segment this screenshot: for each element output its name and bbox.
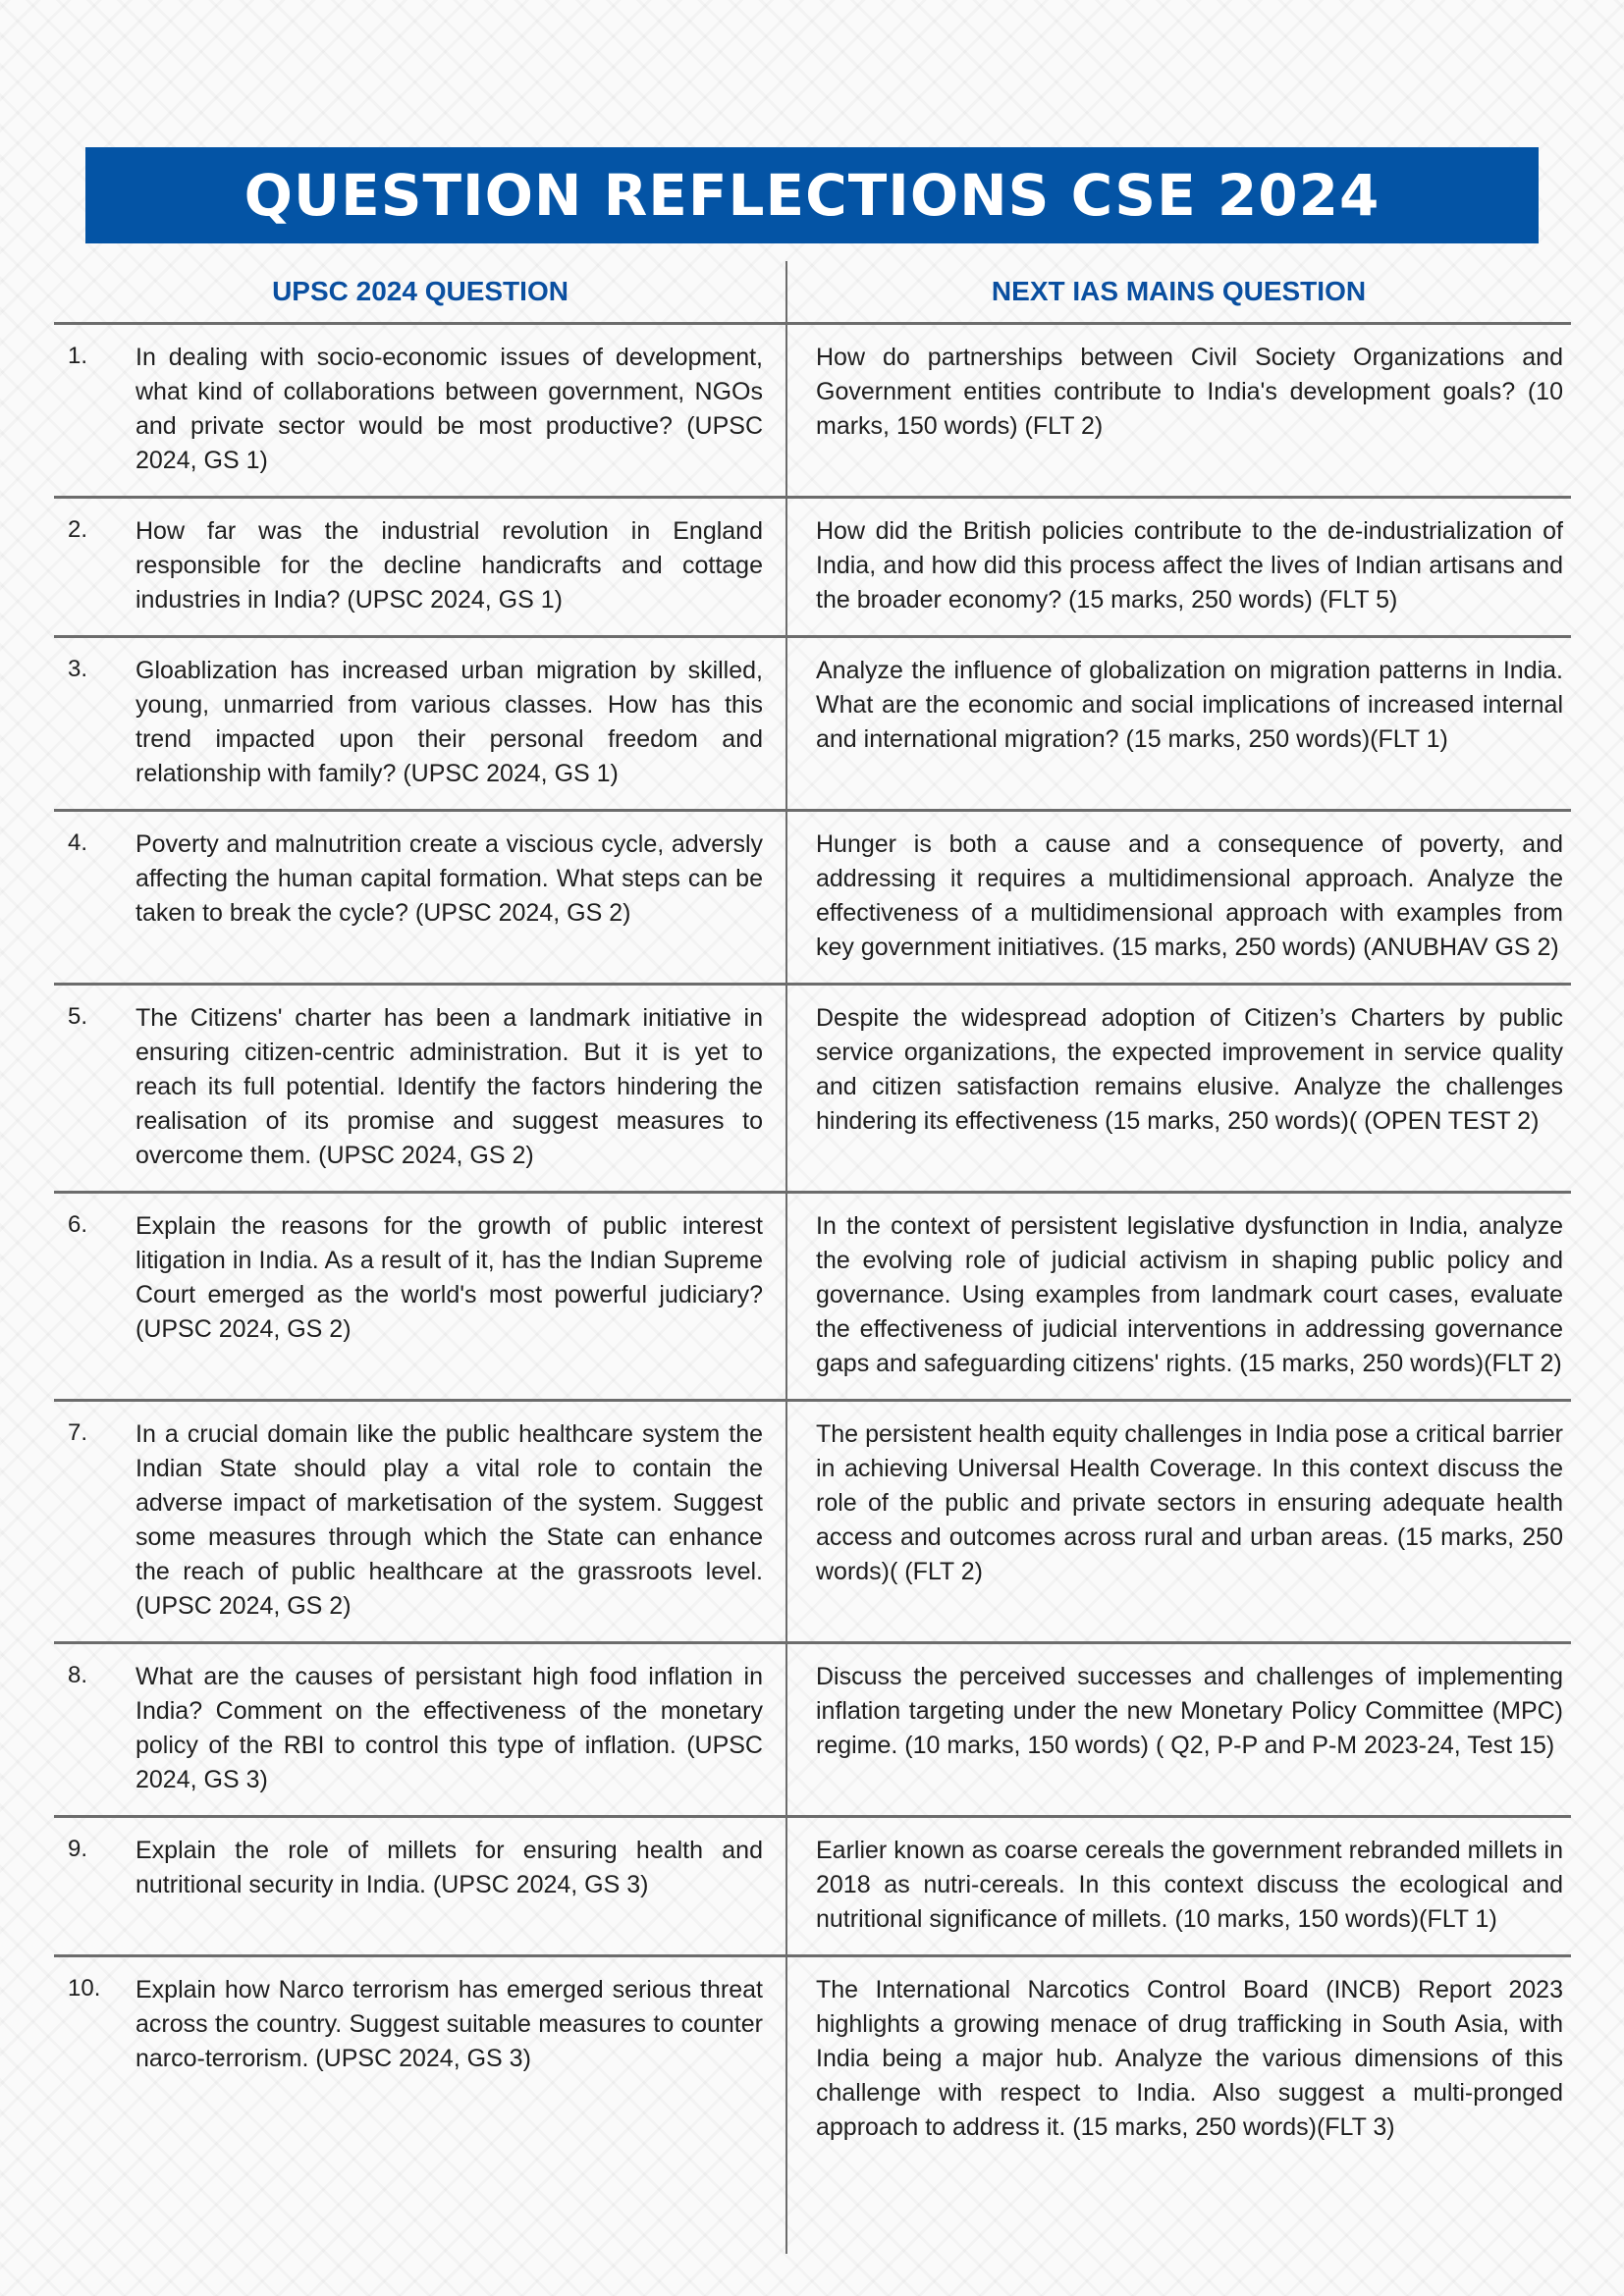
row-number: 4.	[68, 829, 88, 856]
row-number: 1.	[68, 343, 88, 369]
upsc-question: Explain how Narco terrorism has emerged serious threat across the country. Suggest suitable measures to counter narco-terrorism. (UPSC 2024, GS 3)	[135, 1976, 763, 2072]
upsc-question: The Citizens' charter has been a landmark initiative in ensuring citizen-centric administration. But it is yet to reach its full potential. Identify the factors hindering the realisation of its promise and suggest measures to overcome them. (UPSC 2024, GS 2)	[135, 1004, 763, 1169]
upsc-question: In a crucial domain like the public healthcare system the Indian State should play a vital role to contain the adverse impact of marketisation of the system. Suggest some measures through which the State can enhance the reach of public healthcare at the grassroots level. (UPSC 2024, GS 2)	[135, 1420, 763, 1620]
nextias-question: Despite the widespread adoption of Citizen’s Charters by public service organizations, the expected improvement in service quality and citizen satisfaction remains elusive. Analyze the challenges hindering its effectiveness (15 marks, 250 words)( (OPEN TEST 2)	[816, 1004, 1563, 1135]
column-header-nextias: NEXT IAS MAINS QUESTION	[991, 276, 1367, 306]
upsc-question: Explain the role of millets for ensuring health and nutritional security in India. (UPSC 2024, GS 3)	[135, 1837, 763, 1898]
page-title: QUESTION REFLECTIONS CSE 2024	[244, 162, 1380, 229]
upsc-question: What are the causes of persistant high food inflation in India? Comment on the effectiveness of the monetary policy of the RBI to control this type of inflation. (UPSC 2024, GS 3)	[135, 1663, 763, 1793]
table-header	[54, 261, 1571, 325]
row-number: 10.	[68, 1975, 101, 2002]
table-row	[54, 1957, 1571, 2163]
table-body	[54, 325, 1571, 2163]
row-number: 8.	[68, 1662, 88, 1688]
table-row	[54, 1402, 1571, 1644]
nextias-question: In the context of persistent legislative dysfunction in India, analyze the evolving role of judicial activism in shaping public policy and governance. Using examples from landmark court cases, evaluate the effectiveness of judicial interventions in addressing governance gaps and safeguarding citizens' rights. (15 marks, 250 words)(FLT 2)	[816, 1212, 1563, 1377]
row-number: 7.	[68, 1419, 88, 1446]
nextias-question: The persistent health equity challenges in India pose a critical barrier in achieving Universal Health Coverage. In this context discuss the role of the public and private sectors in ensuring adequate health access and outcomes across rural and urban areas. (15 marks, 250 words)( (FLT 2)	[816, 1420, 1563, 1585]
table-row	[54, 499, 1571, 638]
table-row	[54, 1818, 1571, 1957]
table-row	[54, 638, 1571, 812]
column-header-upsc: UPSC 2024 QUESTION	[272, 276, 568, 306]
table-row	[54, 1194, 1571, 1402]
table-row	[54, 986, 1571, 1194]
upsc-question: Poverty and malnutrition create a viscious cycle, adversly affecting the human capital formation. What steps can be taken to break the cycle? (UPSC 2024, GS 2)	[135, 830, 763, 927]
nextias-question: Earlier known as coarse cereals the government rebranded millets in 2018 as nutri-cereals. In this context discuss the ecological and nutritional significance of millets. (10 marks, 150 words)(FLT 1)	[816, 1837, 1563, 1933]
row-number: 6.	[68, 1211, 88, 1238]
nextias-question: Discuss the perceived successes and challenges of implementing inflation targeting under the new Monetary Policy Committee (MPC) regime. (10 marks, 150 words) ( Q2, P-P and P-M 2023-24, Test 15)	[816, 1663, 1563, 1759]
upsc-question: How far was the industrial revolution in England responsible for the decline handicrafts and cottage industries in India? (UPSC 2024, GS 1)	[135, 517, 763, 614]
title-banner	[85, 147, 1539, 243]
upsc-question: Explain the reasons for the growth of public interest litigation in India. As a result of it, has the Indian Supreme Court emerged as the world's most powerful judiciary? (UPSC 2024, GS 2)	[135, 1212, 763, 1343]
upsc-question: In dealing with socio-economic issues of development, what kind of collaborations between government, NGOs and private sector would be most productive? (UPSC 2024, GS 1)	[135, 344, 763, 474]
table-row	[54, 812, 1571, 986]
row-number: 9.	[68, 1836, 88, 1862]
nextias-question: How do partnerships between Civil Society Organizations and Government entities contribute to India's development goals? (10 marks, 150 words) (FLT 2)	[816, 344, 1563, 440]
nextias-question: Analyze the influence of globalization on migration patterns in India. What are the economic and social implications of increased internal and international migration? (15 marks, 250 words)(FLT 1)	[816, 657, 1563, 753]
upsc-question: Gloablization has increased urban migration by skilled, young, unmarried from various classes. How has this trend impacted upon their personal freedom and relationship with family? (UPSC 2024, GS 1)	[135, 657, 763, 787]
question-table	[54, 261, 1571, 2163]
table-row	[54, 325, 1571, 499]
nextias-question: How did the British policies contribute to the de-industrialization of India, and how did this process affect the lives of Indian artisans and the broader economy? (15 marks, 250 words) (FLT 5)	[816, 517, 1563, 614]
row-number: 5.	[68, 1003, 88, 1030]
table-row	[54, 1644, 1571, 1818]
nextias-question: The International Narcotics Control Board (INCB) Report 2023 highlights a growing menace of drug trafficking in South Asia, with India being a major hub. Analyze the various dimensions of this challenge with respect to India. Also suggest a multi-pronged approach to address it. (15 marks, 250 words)(FLT 3)	[816, 1976, 1563, 2141]
row-number: 2.	[68, 516, 88, 543]
row-number: 3.	[68, 656, 88, 682]
column-divider	[785, 261, 787, 2254]
nextias-question: Hunger is both a cause and a consequence of poverty, and addressing it requires a multidimensional approach. Analyze the effectiveness of a multidimensional approach with examples from key government initiatives. (15 marks, 250 words) (ANUBHAV GS 2)	[816, 830, 1563, 961]
